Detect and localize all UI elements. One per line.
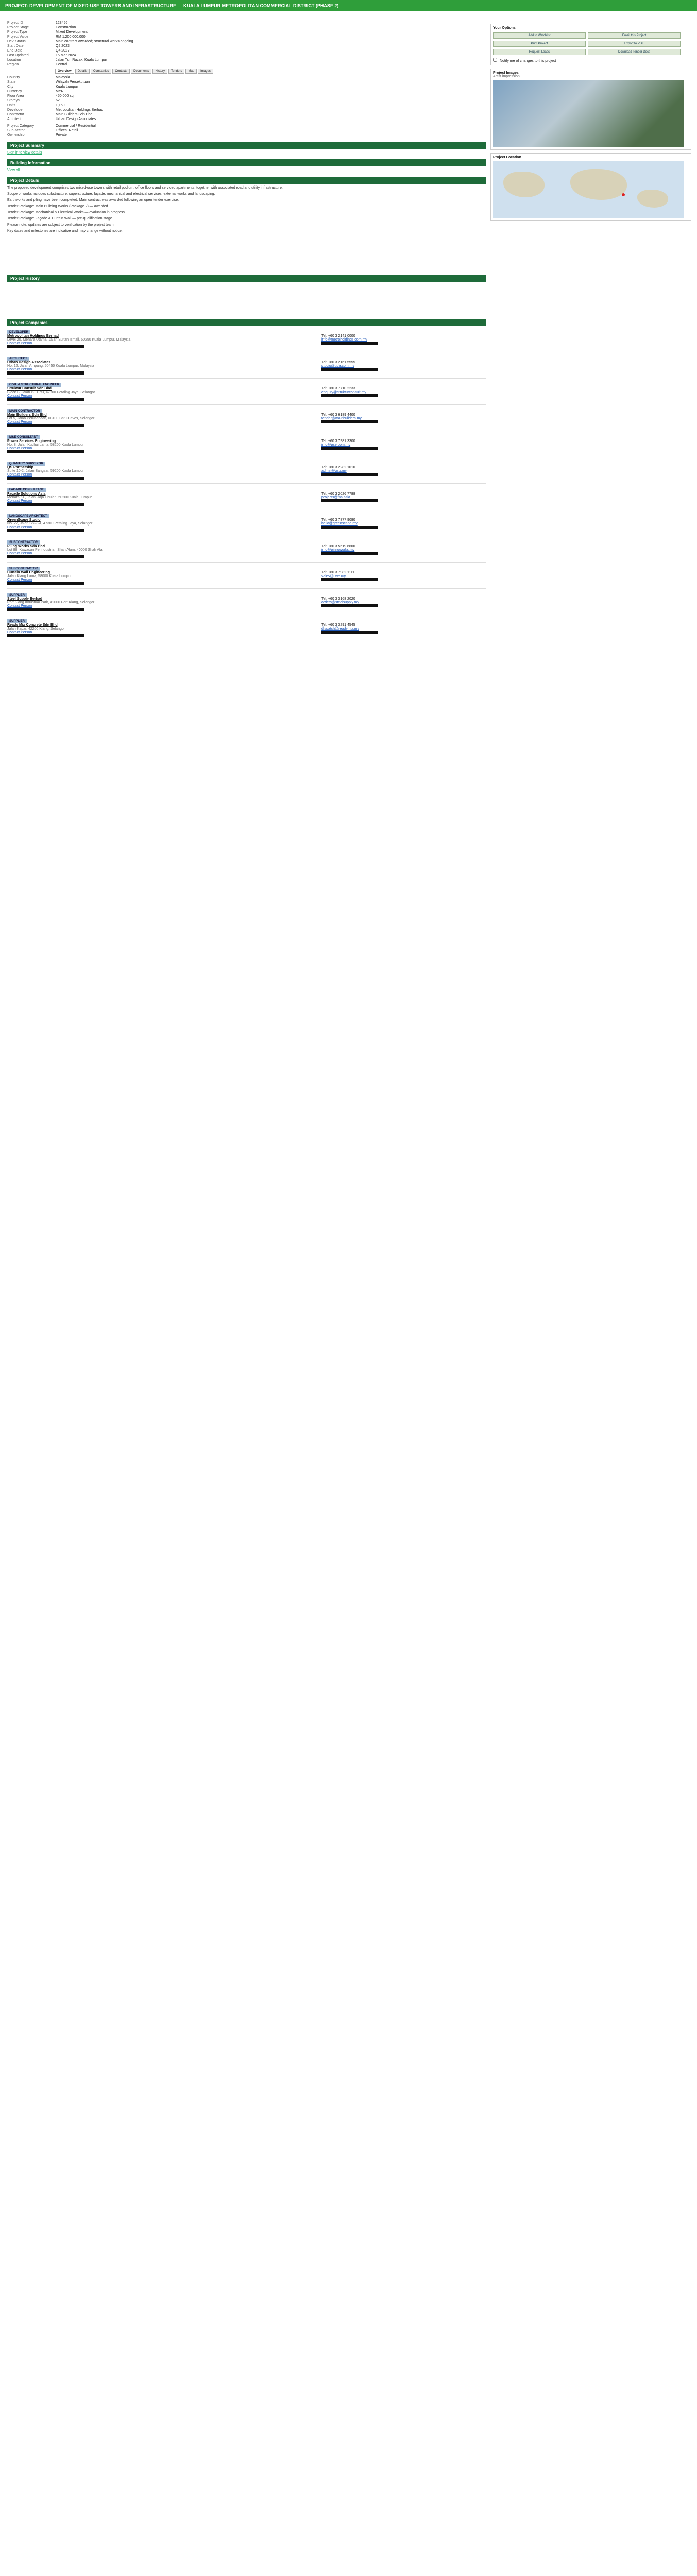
- redacted-bar: [7, 371, 316, 375]
- section-project-details: [7, 177, 486, 184]
- redacted-bar: [7, 398, 316, 401]
- summary-row: [7, 35, 486, 39]
- redacted-bar: [7, 477, 316, 480]
- section-title: Project Companies: [10, 320, 48, 325]
- summary-row: [7, 103, 486, 108]
- company-role: SUPPLIER: [7, 619, 27, 623]
- summary-row: [7, 48, 486, 53]
- company-email[interactable]: dispatch@readymix.my: [321, 627, 359, 631]
- images-title: Project Images: [493, 71, 519, 75]
- map-landmass: [503, 172, 545, 197]
- tab-tenders[interactable]: Tenders: [168, 69, 184, 74]
- page-title: PROJECT: DEVELOPMENT OF MIXED-USE TOWERS AND INFRASTRUCTURE — KUALA LUMPUR METROPOLITAN COMMERCIAL DISTRICT (PHASE 2): [5, 3, 339, 8]
- redacted-bar: [321, 578, 486, 582]
- company-address: Level 20, Menara Utama, Jalan Sultan Ismail, 50250 Kuala Lumpur, Malaysia: [7, 338, 131, 342]
- notify-checkbox[interactable]: [493, 58, 497, 62]
- redacted-bar: [321, 473, 486, 477]
- company-contact-link[interactable]: Contact Person: [7, 631, 32, 634]
- summary-label: Region: [7, 63, 19, 66]
- company-role: LANDSCAPE ARCHITECT: [7, 514, 49, 518]
- company-name[interactable]: Façade Solutions Asia: [7, 492, 46, 496]
- option-button[interactable]: Request Leads: [493, 49, 586, 55]
- company-address: Jalan Kapar, 42200 Klang, Selangor: [7, 627, 65, 631]
- company-name[interactable]: Struktur Consult Sdn Bhd: [7, 387, 52, 391]
- summary-row: [7, 117, 486, 122]
- company-contact-link[interactable]: Contact Person: [7, 473, 32, 477]
- company-entry: [7, 484, 486, 510]
- summary-value: 450,000 sqm: [56, 94, 77, 98]
- company-row: [7, 571, 486, 585]
- summary-value: 15 Mar 2024: [56, 54, 76, 57]
- summary-value: Q2 2023: [56, 44, 70, 48]
- section-title: Building Information: [10, 161, 51, 165]
- company-contact-link[interactable]: Contact Person: [7, 526, 32, 529]
- option-button[interactable]: Add to Watchlist: [493, 32, 586, 39]
- company-entry: [7, 379, 486, 405]
- options-title: Your Options: [493, 26, 516, 30]
- company-entry: [7, 352, 486, 379]
- company-row: [7, 466, 486, 480]
- company-email[interactable]: orders@steelsupply.my: [321, 601, 359, 604]
- summary-value: Commercial / Residential: [56, 124, 96, 128]
- company-email[interactable]: tender@mainbuilders.my: [321, 417, 362, 420]
- company-row: [7, 623, 486, 638]
- company-email[interactable]: sales@cwe.my: [321, 574, 346, 578]
- company-name[interactable]: Metropolitan Holdings Berhad: [7, 334, 59, 338]
- summary-label: Dev. Status: [7, 40, 26, 43]
- redacted-bar: [321, 447, 486, 450]
- details-paragraph: Tender Package: Mechanical & Electrical Works — evaluation in progress.: [7, 211, 126, 214]
- company-name[interactable]: Piling Works Sdn Bhd: [7, 545, 45, 548]
- page-title-bar: [0, 0, 697, 11]
- company-address: Suite 10-2, Jalan Bangsar, 59200 Kuala Lumpur: [7, 469, 84, 473]
- map-landmass: [637, 190, 668, 208]
- image-caption: Artist impression: [493, 75, 520, 78]
- company-right: [321, 413, 486, 428]
- company-entry: [7, 536, 486, 563]
- images-panel: [490, 69, 691, 150]
- details-paragraph: Tender Package: Façade & Curtain Wall — pre-qualification stage.: [7, 217, 113, 221]
- company-entry: [7, 510, 486, 536]
- company-entry: [7, 615, 486, 641]
- summary-label: Last Updated: [7, 54, 29, 57]
- section-building-info: [7, 159, 486, 166]
- company-right: [321, 623, 486, 638]
- company-name[interactable]: Main Builders Sdn Bhd: [7, 413, 47, 417]
- company-right: [321, 571, 486, 585]
- summary-value: Wilayah Persekutuan: [56, 80, 90, 84]
- redacted-bar: [321, 342, 486, 345]
- company-entry: [7, 326, 486, 352]
- tab-history[interactable]: History: [152, 69, 167, 74]
- redacted-bar: [321, 368, 486, 371]
- redacted-bar: [321, 394, 486, 398]
- company-left: [7, 545, 316, 559]
- section-title: Project History: [10, 276, 40, 281]
- company-row: [7, 492, 486, 506]
- map-pin-icon: [622, 193, 625, 196]
- company-phone: Tel: +60 3 2026 7788: [321, 492, 355, 496]
- company-name[interactable]: Urban Design Associates: [7, 361, 51, 364]
- summary-hint[interactable]: Sign in to view details: [7, 151, 42, 155]
- company-contact-link[interactable]: Contact Person: [7, 394, 32, 398]
- details-text: [7, 186, 486, 233]
- company-phone: Tel: +60 3 2161 5555: [321, 361, 355, 364]
- company-contact-link[interactable]: Contact Person: [7, 578, 32, 582]
- summary-value: Main Builders Sdn Bhd: [56, 113, 93, 116]
- redacted-bar: [7, 582, 316, 585]
- company-role: CIVIL & STRUCTURAL ENGINEER: [7, 383, 61, 387]
- details-paragraph: Please note: updates are subject to verification by the project team.: [7, 223, 115, 227]
- company-phone: Tel: +60 3 6189 4400: [321, 413, 355, 417]
- option-button[interactable]: Download Tender Docs: [588, 49, 681, 55]
- company-email[interactable]: info@metroholdings.com.my: [321, 338, 367, 342]
- summary-label: Project Type: [7, 30, 27, 34]
- company-row: [7, 518, 486, 533]
- redacted-bar: [7, 345, 316, 349]
- summary-label: Project ID: [7, 21, 23, 25]
- company-contact-link[interactable]: Contact Person: [7, 499, 32, 503]
- company-right: [321, 466, 486, 480]
- company-left: [7, 571, 316, 585]
- summary-value: Urban Design Associates: [56, 117, 96, 121]
- company-role: SUBCONTRACTOR: [7, 567, 40, 571]
- company-address: Menara KL, Jalan Raja Chulan, 50200 Kuala Lumpur: [7, 496, 92, 499]
- summary-label: Project Category: [7, 124, 35, 128]
- company-row: [7, 361, 486, 375]
- details-paragraph: Key dates and milestones are indicative and may change without notice.: [7, 229, 123, 233]
- summary-label: Contractor: [7, 113, 24, 116]
- summary-row: [7, 84, 486, 89]
- summary-row: [7, 62, 486, 67]
- company-entry: [7, 431, 486, 457]
- section-title: Project Summary: [10, 143, 44, 148]
- company-left: [7, 518, 316, 533]
- company-email[interactable]: admin@qsp.my: [321, 469, 347, 473]
- company-contact-link[interactable]: Contact Person: [7, 420, 32, 424]
- company-email[interactable]: info@pse.com.my: [321, 443, 351, 447]
- summary-row: [7, 124, 486, 128]
- redacted-bar: [7, 424, 316, 428]
- summary-row: [7, 39, 486, 44]
- sidebar: [490, 21, 691, 221]
- company-row: [7, 387, 486, 401]
- summary-label: Project Stage: [7, 26, 29, 29]
- main-content: [7, 21, 486, 641]
- summary-row: [7, 98, 486, 103]
- company-email[interactable]: projects@fsa.asia: [321, 496, 350, 499]
- company-entry: [7, 589, 486, 615]
- company-phone: Tel: +60 3 5519 6600: [321, 545, 355, 548]
- company-right: [321, 334, 486, 349]
- company-role: DEVELOPER: [7, 330, 30, 334]
- options-panel: [490, 24, 691, 65]
- company-role: ARCHITECT: [7, 357, 29, 361]
- redacted-bar: [7, 634, 316, 638]
- company-contact-link[interactable]: Contact Person: [7, 342, 32, 345]
- company-row: [7, 597, 486, 612]
- company-phone: Tel: +60 3 2141 0000: [321, 334, 355, 338]
- company-right: [321, 439, 486, 454]
- summary-block: [7, 21, 486, 67]
- summary-value: Q4 2027: [56, 49, 70, 53]
- company-entry: [7, 457, 486, 484]
- company-contact-link[interactable]: Contact Person: [7, 552, 32, 555]
- redacted-bar: [321, 420, 486, 424]
- summary-label: Currency: [7, 90, 22, 93]
- summary-label: End Date: [7, 49, 23, 53]
- summary-value: MYR: [56, 90, 64, 93]
- summary-row: [7, 58, 486, 62]
- company-email[interactable]: info@pilingworks.my: [321, 548, 355, 552]
- summary-value: Offices, Retail: [56, 129, 78, 132]
- redacted-bar: [321, 526, 486, 529]
- company-right: [321, 361, 486, 375]
- summary-value: Construction: [56, 26, 76, 29]
- details-paragraph: Earthworks and piling have been completed. Main contract was awarded following an open tender exercise.: [7, 198, 179, 202]
- section-project-history: [7, 275, 486, 282]
- summary-value: Mixed Development: [56, 30, 88, 34]
- option-button[interactable]: Email this Project: [588, 32, 681, 39]
- summary-label: Ownership: [7, 133, 25, 137]
- company-role: M&E CONSULTANT: [7, 435, 40, 439]
- company-address: Jalan Klang Lama, 58000 Kuala Lumpur: [7, 574, 72, 578]
- summary-row: [7, 25, 486, 30]
- option-button[interactable]: Print Project: [493, 41, 586, 47]
- company-role: QUANTITY SURVEYOR: [7, 462, 45, 466]
- redacted-bar: [7, 503, 316, 506]
- company-right: [321, 492, 486, 506]
- company-contact-link[interactable]: Contact Person: [7, 604, 32, 608]
- summary-row: [7, 30, 486, 35]
- options-buttons: [493, 31, 689, 56]
- company-address: Lot 88, Kawasan Perindustrian Shah Alam, 40000 Shah Alam: [7, 548, 106, 552]
- redacted-bar: [7, 529, 316, 533]
- summary-label: State: [7, 80, 16, 84]
- summary-block-3: [7, 124, 486, 138]
- company-email[interactable]: studio@uda.com.my: [321, 364, 354, 368]
- company-address: No. 8, Jalan Kuchai Lama, 58200 Kuala Lumpur: [7, 443, 84, 447]
- company-right: [321, 518, 486, 533]
- company-phone: Tel: +60 3 7981 3300: [321, 439, 355, 443]
- company-role: SUBCONTRACTOR: [7, 540, 40, 545]
- map-panel: [490, 153, 691, 221]
- company-row: [7, 413, 486, 428]
- location-map[interactable]: [493, 161, 684, 218]
- company-left: [7, 597, 316, 612]
- company-name[interactable]: Ready Mix Concrete Sdn Bhd: [7, 623, 58, 627]
- summary-label: Start Date: [7, 44, 24, 48]
- company-right: [321, 597, 486, 612]
- company-address: No. 22, Jalan SS2/24, 47300 Petaling Jaya, Selangor: [7, 522, 93, 526]
- summary-value: Jalan Tun Razak, Kuala Lumpur: [56, 58, 107, 62]
- summary-block-2: [7, 75, 486, 122]
- company-left: [7, 439, 316, 454]
- tab-overview[interactable]: Overview: [55, 69, 74, 74]
- summary-value: 1,150: [56, 104, 65, 107]
- summary-label: Location: [7, 58, 21, 62]
- redacted-bar: [7, 450, 316, 454]
- tab-documents[interactable]: Documents: [131, 69, 151, 74]
- company-name[interactable]: GreenScape Studio: [7, 518, 41, 522]
- summary-value: Main contract awarded; structural works ongoing: [56, 40, 133, 43]
- company-row: [7, 439, 486, 454]
- notify-checkbox-label: Notify me of changes to this project: [499, 59, 556, 63]
- company-address: Block B, Jalan PJU 7/3, 47800 Petaling Jaya, Selangor: [7, 391, 95, 394]
- summary-label: Country: [7, 76, 20, 79]
- option-button[interactable]: Export to PDF: [588, 41, 681, 47]
- summary-value: Metropolitan Holdings Berhad: [56, 108, 104, 112]
- summary-label: Sub-sector: [7, 129, 25, 132]
- summary-label: Floor Area: [7, 94, 24, 98]
- summary-label: Project Value: [7, 35, 29, 39]
- section-project-summary: [7, 142, 486, 149]
- company-email[interactable]: hello@greenscape.my: [321, 522, 358, 526]
- section-title: Project Details: [10, 178, 39, 183]
- summary-label: Developer: [7, 108, 24, 112]
- summary-row: [7, 53, 486, 58]
- redacted-bar: [321, 499, 486, 503]
- company-phone: Tel: +60 3 2282 1010: [321, 466, 355, 469]
- summary-label: Storeys: [7, 99, 20, 103]
- redacted-bar: [7, 608, 316, 612]
- company-name[interactable]: Curtain Wall Engineering: [7, 571, 50, 574]
- map-landmass: [570, 169, 627, 200]
- company-phone: Tel: +60 3 3291 4545: [321, 623, 355, 627]
- summary-value: 123456: [56, 21, 68, 25]
- history-placeholder: [7, 284, 486, 315]
- summary-row: [7, 44, 486, 48]
- details-paragraph: Scope of works includes substructure, superstructure, façade, mechanical and electrical services, external works and landscaping.: [7, 192, 215, 196]
- summary-row: [7, 108, 486, 112]
- company-left: [7, 387, 316, 401]
- company-left: [7, 466, 316, 480]
- redacted-bar: [321, 631, 486, 634]
- summary-value: 62: [56, 99, 60, 103]
- company-left: [7, 361, 316, 375]
- company-left: [7, 623, 316, 638]
- tab-bar: [55, 69, 486, 74]
- summary-label: Units: [7, 104, 15, 107]
- summary-row: [7, 128, 486, 133]
- company-address: No. 12, Jalan Ampang, 50450 Kuala Lumpur, Malaysia: [7, 364, 94, 368]
- company-name[interactable]: Power Services Engineering: [7, 439, 56, 443]
- summary-value: Malaysia: [56, 76, 70, 79]
- company-list: [7, 326, 486, 641]
- summary-value: RM 1,200,000,000: [56, 35, 86, 39]
- notify-checkbox-row[interactable]: [493, 58, 689, 63]
- tab-details[interactable]: Details: [75, 69, 90, 74]
- summary-label: Architect: [7, 117, 22, 121]
- company-phone: Tel: +60 3 3168 2020: [321, 597, 355, 601]
- company-name[interactable]: QS Partnership: [7, 466, 33, 469]
- summary-label: City: [7, 85, 14, 89]
- company-phone: Tel: +60 3 7877 9090: [321, 518, 355, 522]
- redacted-bar: [321, 552, 486, 555]
- tab-contacts[interactable]: Contacts: [112, 69, 130, 74]
- project-image[interactable]: [493, 80, 684, 147]
- company-left: [7, 334, 316, 349]
- section-project-companies: [7, 319, 486, 326]
- redacted-bar: [7, 555, 316, 559]
- details-paragraph: The proposed development comprises two mixed-use towers with retail podium, office floors and serviced apartments, together with associated road and utility infrastructure.: [7, 186, 283, 190]
- company-left: [7, 413, 316, 428]
- company-right: [321, 387, 486, 401]
- details-paragraph: Tender Package: Main Building Works (Package 2) — awarded.: [7, 205, 109, 208]
- summary-value: Kuala Lumpur: [56, 85, 78, 89]
- company-address: Port Klang Industrial Park, 42000 Port Klang, Selangor: [7, 601, 95, 604]
- company-role: MAIN CONTRACTOR: [7, 409, 42, 413]
- company-email[interactable]: enquiry@strukturconsult.my: [321, 391, 366, 394]
- redacted-bar: [321, 604, 486, 608]
- summary-row: [7, 21, 486, 25]
- company-entry: [7, 563, 486, 589]
- tab-map[interactable]: Map: [185, 69, 197, 74]
- company-role: SUPPLIER: [7, 593, 27, 597]
- company-row: [7, 545, 486, 559]
- company-row: [7, 334, 486, 349]
- company-contact-link[interactable]: Contact Person: [7, 368, 32, 371]
- company-address: Lot 5, Jalan Perusahaan, 68100 Batu Caves, Selangor: [7, 417, 95, 420]
- summary-row: [7, 112, 486, 117]
- features-hint[interactable]: View all: [7, 168, 20, 172]
- summary-row: [7, 133, 486, 138]
- summary-row: [7, 75, 486, 80]
- company-name[interactable]: Steel Supply Berhad: [7, 597, 43, 601]
- company-right: [321, 545, 486, 559]
- summary-value: Private: [56, 133, 67, 137]
- company-contact-link[interactable]: Contact Person: [7, 447, 32, 450]
- company-phone: Tel: +60 3 7710 2233: [321, 387, 355, 391]
- map-title: Project Location: [493, 156, 521, 159]
- summary-row: [7, 80, 486, 84]
- company-phone: Tel: +60 3 7982 1111: [321, 571, 355, 574]
- summary-value: Central: [56, 63, 67, 66]
- summary-row: [7, 89, 486, 94]
- company-left: [7, 492, 316, 506]
- tab-images[interactable]: Images: [198, 69, 213, 74]
- company-role: FACADE CONSULTANT: [7, 488, 46, 492]
- summary-row: [7, 94, 486, 98]
- company-entry: [7, 405, 486, 431]
- tab-companies[interactable]: Companies: [91, 69, 111, 74]
